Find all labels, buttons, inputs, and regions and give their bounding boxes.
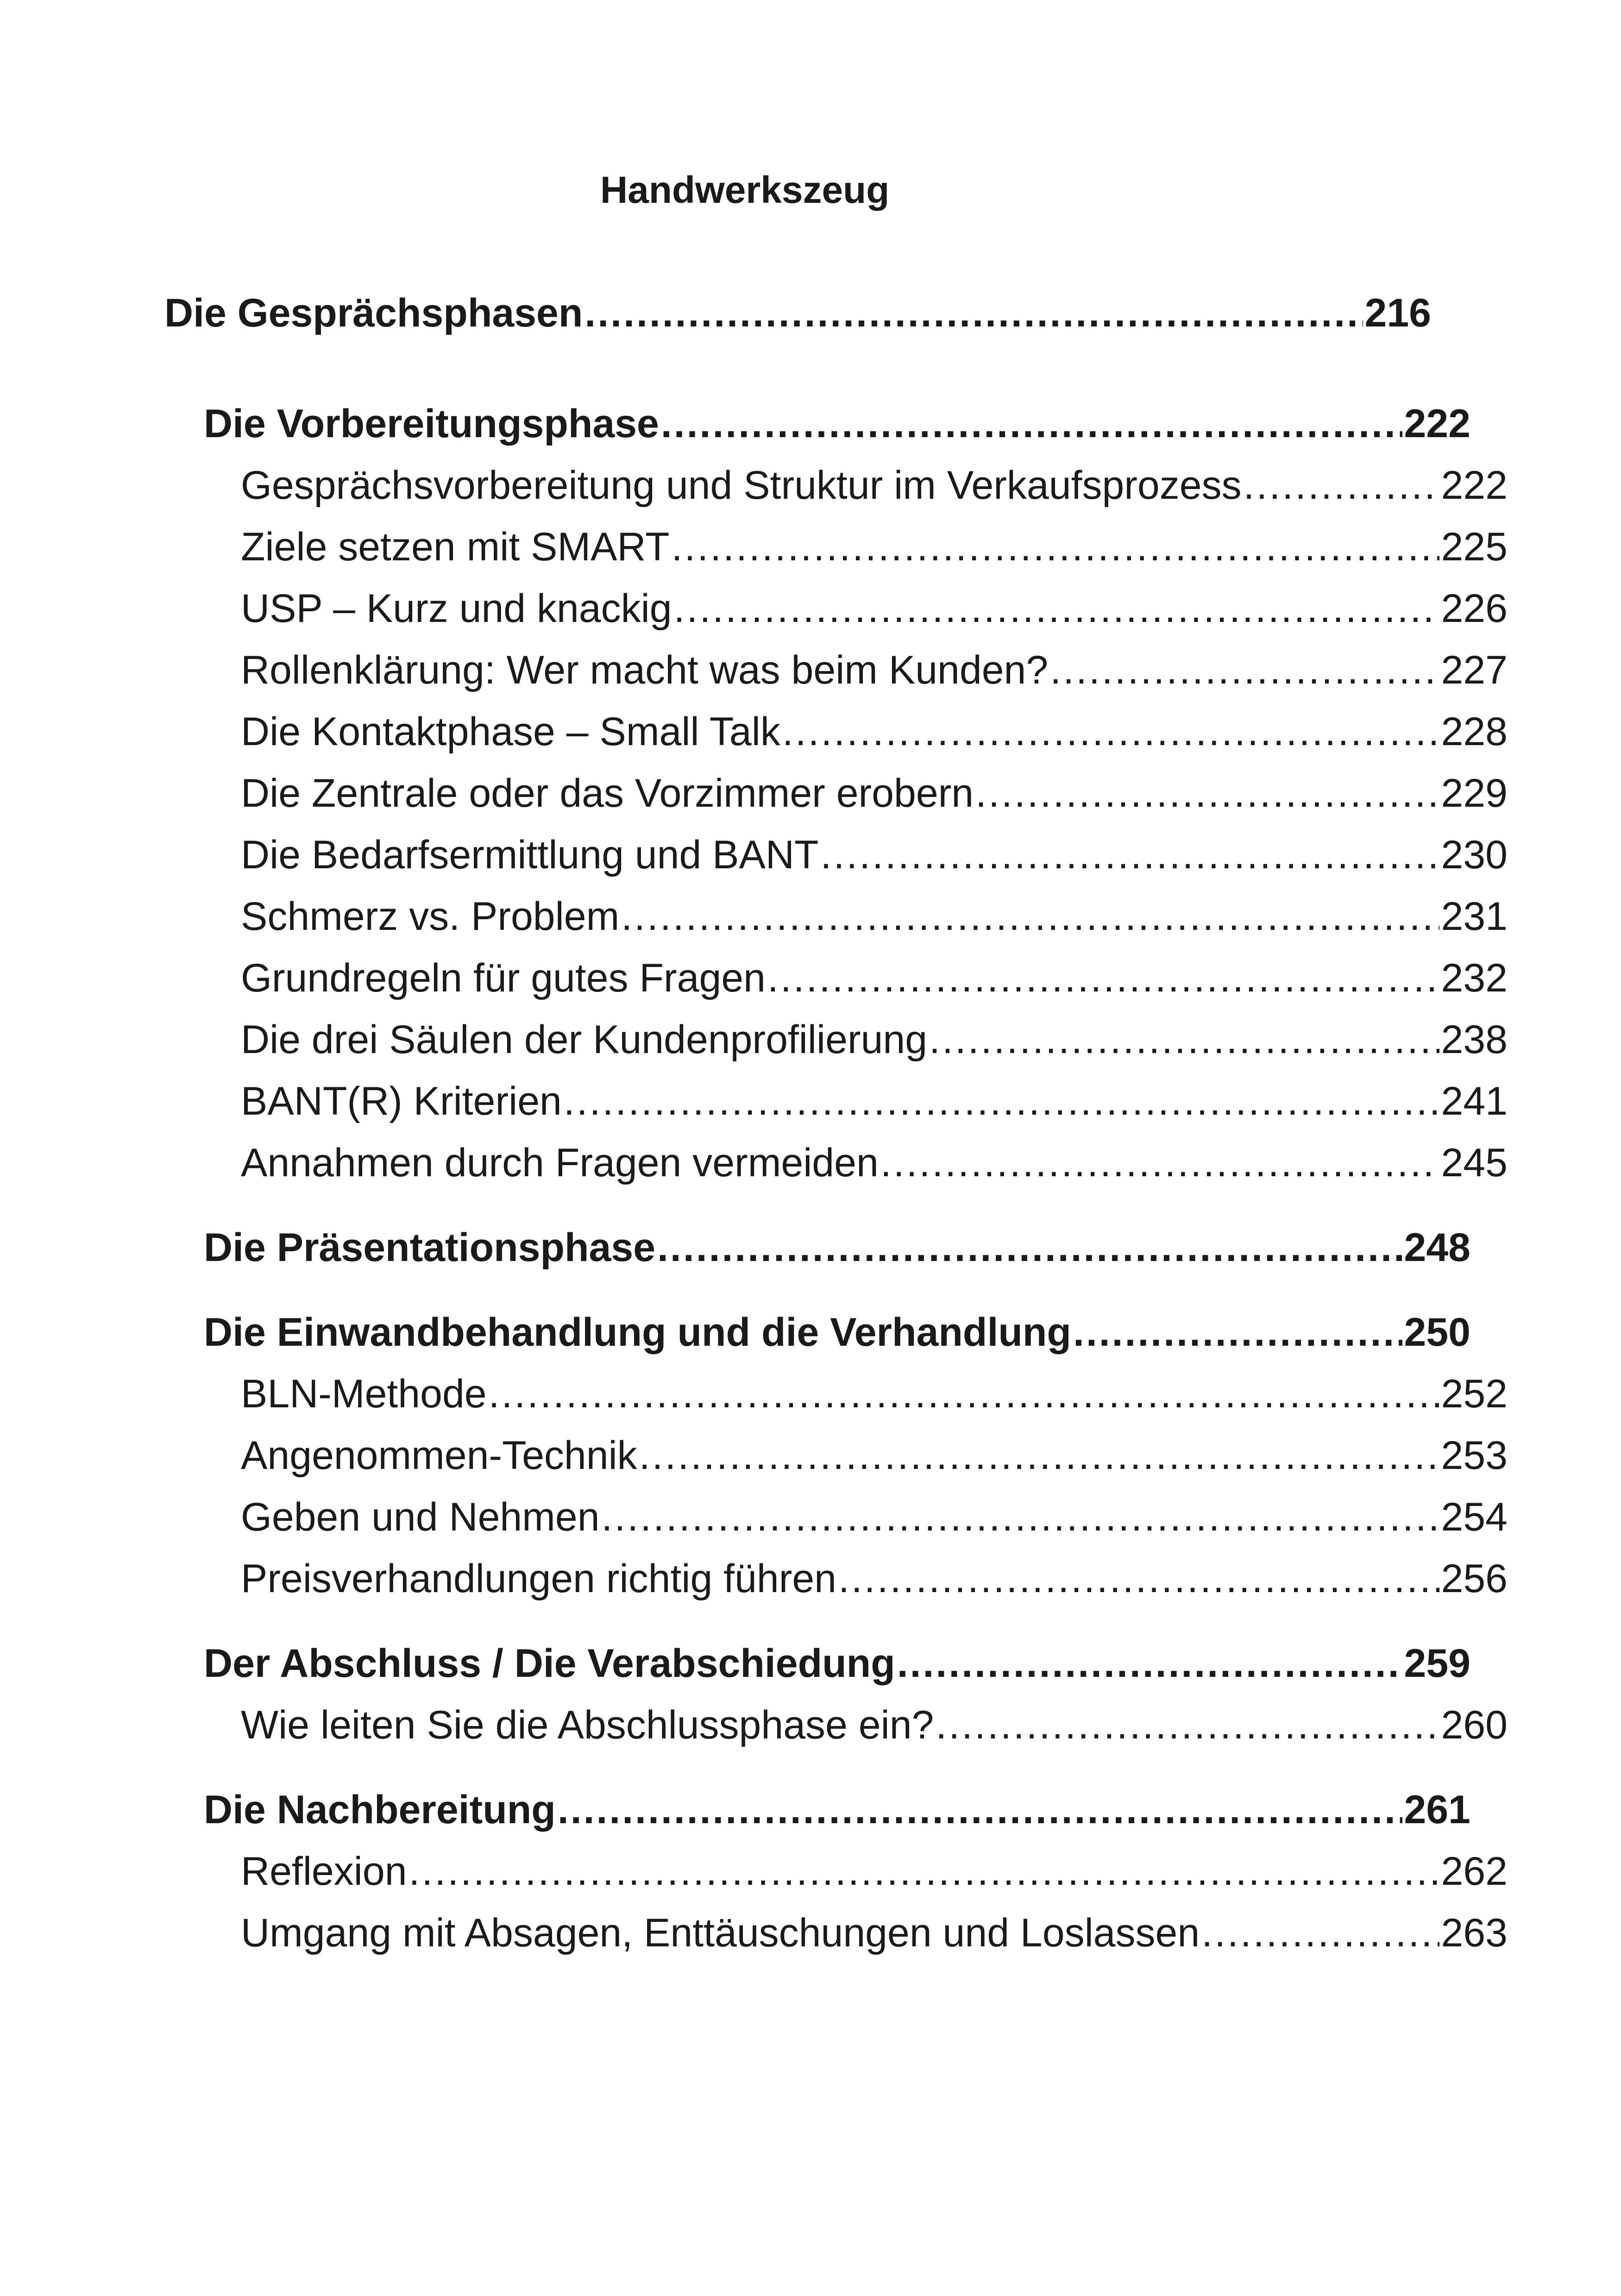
toc-entry-title: Die Nachbereitung xyxy=(204,1788,556,1832)
toc-entry-page: 259 xyxy=(1404,1641,1470,1686)
toc-entry-page: 226 xyxy=(1441,586,1508,631)
toc-entry-title: Grundregeln für gutes Fragen xyxy=(241,956,766,1000)
toc-entry-page: 230 xyxy=(1441,833,1508,877)
toc-entry-subsection xyxy=(164,1487,1508,1548)
toc-entry-title: Der Abschluss / Die Verabschiedung xyxy=(204,1641,895,1686)
toc-entry-title: Ziele setzen mit SMART xyxy=(241,525,670,569)
toc-entry-subsection xyxy=(164,701,1508,763)
toc-entry-page: 254 xyxy=(1441,1495,1508,1539)
dot-leader xyxy=(657,1217,1402,1279)
toc-entry-section xyxy=(164,1779,1470,1841)
toc-entry-page: 253 xyxy=(1441,1433,1508,1478)
dot-leader xyxy=(767,947,1439,1009)
toc-entry-title: Wie leiten Sie die Abschlussphase ein? xyxy=(241,1703,934,1747)
toc-entry-title: Umgang mit Absagen, Enttäuschungen und Loslassen xyxy=(241,1911,1200,1955)
toc-entry-page: 250 xyxy=(1404,1310,1470,1355)
toc-entry-page: 238 xyxy=(1441,1017,1508,1062)
toc-entry-title: Angenommen-Technik xyxy=(241,1433,637,1478)
toc-entry-page: 263 xyxy=(1441,1911,1508,1955)
toc-entry-subsection xyxy=(164,824,1508,886)
dot-leader xyxy=(1201,1902,1439,1964)
dot-leader xyxy=(936,1694,1439,1756)
dot-leader xyxy=(1244,455,1439,516)
toc-entry-page: 261 xyxy=(1404,1788,1470,1832)
dot-leader xyxy=(602,1487,1439,1548)
dot-leader xyxy=(821,824,1439,886)
dot-leader xyxy=(409,1841,1439,1902)
dot-leader xyxy=(782,701,1439,763)
toc-entry-chapter xyxy=(164,282,1431,344)
toc-entry-subsection xyxy=(164,1132,1508,1194)
toc-entry-page: 245 xyxy=(1441,1141,1508,1185)
toc-entry-title: Gesprächsvorbereitung und Struktur im Verkaufsprozess xyxy=(241,463,1242,508)
toc-entry-subsection xyxy=(164,1694,1508,1756)
toc-entry-page: 222 xyxy=(1441,463,1508,508)
toc-entry-page: 252 xyxy=(1441,1372,1508,1416)
toc-entry-title: Die Bedarfsermittlung und BANT xyxy=(241,833,819,877)
dot-leader xyxy=(880,1132,1439,1194)
toc-entry-title: BANT(R) Kriterien xyxy=(241,1079,562,1123)
toc-entry-section xyxy=(164,393,1470,455)
dot-leader xyxy=(639,1425,1439,1487)
toc-entry-title: Rollenklärung: Wer macht was beim Kunden? xyxy=(241,648,1049,692)
toc-entry-subsection xyxy=(164,1902,1508,1964)
dot-leader xyxy=(674,578,1439,640)
toc-entry-page: 256 xyxy=(1441,1556,1508,1601)
toc-entry-subsection xyxy=(164,1548,1508,1610)
toc-entry-subsection xyxy=(164,1071,1508,1132)
toc-entry-title: Preisverhandlungen richtig führen xyxy=(241,1556,837,1601)
toc-entry-title: USP – Kurz und knackig xyxy=(241,586,672,631)
toc-entry-subsection xyxy=(164,1009,1508,1071)
dot-leader xyxy=(489,1363,1439,1425)
toc-entry-page: 225 xyxy=(1441,525,1508,569)
toc-entry-page: 260 xyxy=(1441,1703,1508,1747)
toc-entry-subsection xyxy=(164,1841,1508,1902)
toc-entry-page: 229 xyxy=(1441,771,1508,816)
toc-entry-title: Die Zentrale oder das Vorzimmer erobern xyxy=(241,771,974,816)
toc-entry-section xyxy=(164,1633,1470,1694)
toc-entry-title: Die Gesprächsphasen xyxy=(164,291,583,335)
toc-entry-title: Reflexion xyxy=(241,1849,407,1894)
toc-entry-subsection xyxy=(164,640,1508,701)
dot-leader xyxy=(672,516,1439,578)
dot-leader xyxy=(1050,640,1439,701)
dot-leader xyxy=(897,1633,1402,1694)
toc-entry-title: Die drei Säulen der Kundenprofilierung xyxy=(241,1017,928,1062)
table-of-contents xyxy=(164,282,1508,1964)
toc-entry-page: 228 xyxy=(1441,709,1508,754)
dot-leader xyxy=(661,393,1402,455)
dot-leader xyxy=(975,763,1439,824)
toc-entry-page: 248 xyxy=(1404,1225,1470,1270)
dot-leader xyxy=(1073,1302,1402,1363)
toc-entry-title: Geben und Nehmen xyxy=(241,1495,600,1539)
dot-leader xyxy=(558,1779,1402,1841)
toc-entry-section xyxy=(164,1302,1470,1363)
toc-entry-page: 262 xyxy=(1441,1849,1508,1894)
toc-entry-title: Die Einwandbehandlung und die Verhandlung xyxy=(204,1310,1071,1355)
toc-entry-subsection xyxy=(164,455,1508,516)
toc-entry-title: Annahmen durch Fragen vermeiden xyxy=(241,1141,879,1185)
toc-entry-title: Die Vorbereitungsphase xyxy=(204,401,659,446)
dot-leader xyxy=(584,282,1363,344)
toc-entry-page: 227 xyxy=(1441,648,1508,692)
dot-leader xyxy=(929,1009,1439,1071)
toc-entry-page: 231 xyxy=(1441,894,1508,939)
toc-entry-subsection xyxy=(164,947,1508,1009)
toc-entry-page: 216 xyxy=(1364,291,1431,335)
toc-entry-subsection xyxy=(164,763,1508,824)
toc-entry-title: Die Kontaktphase – Small Talk xyxy=(241,709,780,754)
toc-entry-page: 241 xyxy=(1441,1079,1508,1123)
dot-leader xyxy=(564,1071,1439,1132)
toc-entry-subsection xyxy=(164,1425,1508,1487)
toc-entry-title: Schmerz vs. Problem xyxy=(241,894,620,939)
toc-entry-title: BLN-Methode xyxy=(241,1372,487,1416)
toc-entry-page: 222 xyxy=(1404,401,1470,446)
dot-leader xyxy=(838,1548,1439,1610)
toc-entry-title: Die Präsentationsphase xyxy=(204,1225,656,1270)
toc-entry-subsection xyxy=(164,516,1508,578)
dot-leader xyxy=(621,886,1439,947)
toc-entry-page: 232 xyxy=(1441,956,1508,1000)
toc-entry-section xyxy=(164,1217,1470,1279)
toc-entry-subsection xyxy=(164,886,1508,947)
toc-entry-subsection xyxy=(164,1363,1508,1425)
page-heading: Handwerkszeug xyxy=(600,169,890,211)
toc-entry-subsection xyxy=(164,578,1508,640)
